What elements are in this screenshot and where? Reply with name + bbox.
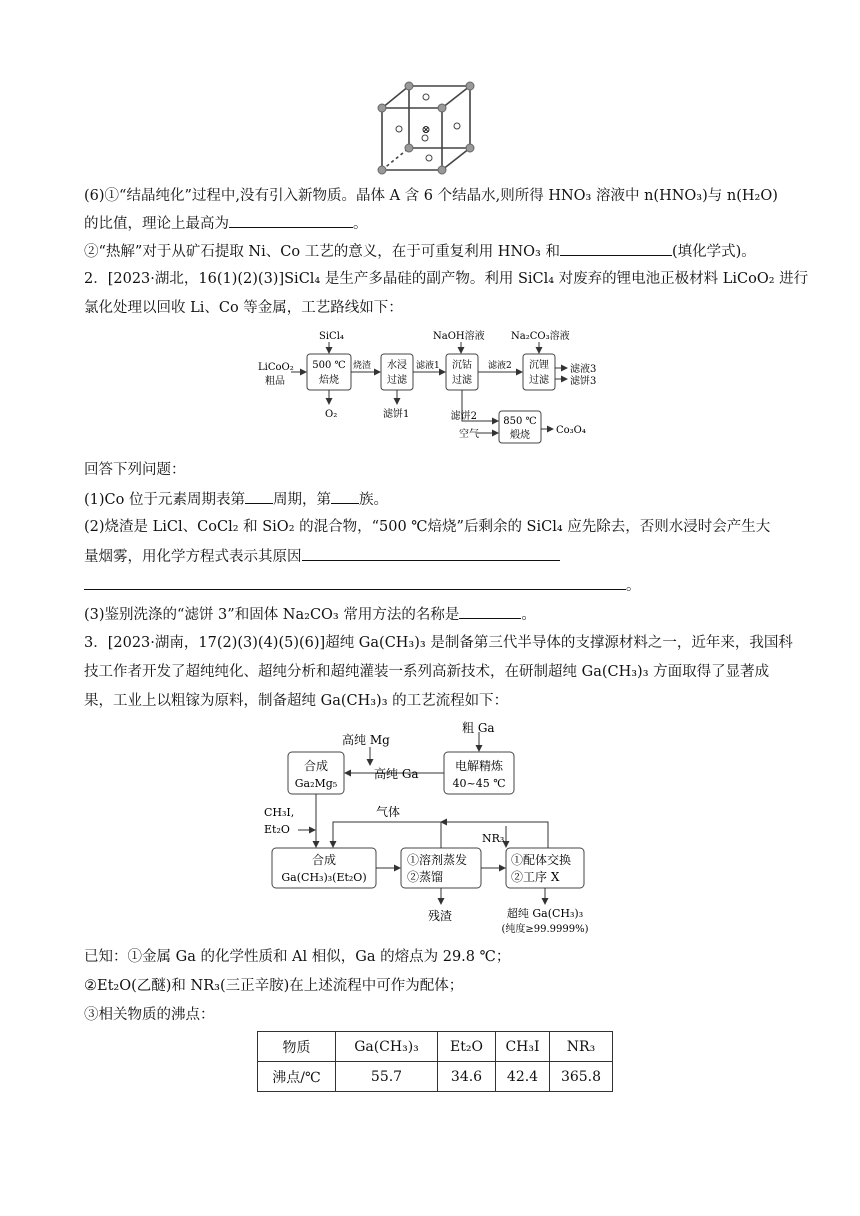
crystal-cell-diagram bbox=[372, 80, 482, 176]
flow1-calc-2: 煅烧 bbox=[510, 430, 530, 441]
flow2-ligand-1: ①配体交换 bbox=[511, 853, 572, 867]
flow1-roast-1: 500 ℃ bbox=[312, 360, 346, 371]
table-header-cell: NR₃ bbox=[550, 1032, 613, 1062]
flow2-ligand-2: ②工序 X bbox=[511, 870, 560, 884]
q6-line2-text: 的比值，理论上最高为 bbox=[84, 216, 229, 232]
flow1-filtrate2: 滤液2 bbox=[488, 361, 512, 371]
flow1-air: 空气 bbox=[459, 429, 479, 440]
flow1-sicl4: SiCl₄ bbox=[319, 331, 344, 342]
flow2-crude-ga: 粗 Ga bbox=[462, 721, 495, 735]
table-header-cell: CH₃I bbox=[496, 1032, 550, 1062]
q3-line3: 果，工业上以粗镓为原料，制备超纯 Ga(CH₃)₃ 的工艺流程如下： bbox=[84, 693, 509, 709]
flow1-filtrate3: 滤液3 bbox=[570, 364, 597, 375]
q3-known2: ②Et₂O(乙醚)和 NR₃(三正辛胺)在上述流程中可作为配体； bbox=[84, 978, 464, 994]
flow2-synth1-2: Ga₂Mg₅ bbox=[294, 777, 338, 790]
q6-line1: (6)①“结晶纯化”过程中,没有引入新物质。晶体 A 含 6 个结晶水,则所得 HNO₃ 溶液中 n(HNO₃)与 n(H₂O) bbox=[84, 188, 778, 204]
table-cell: 365.8 bbox=[550, 1062, 613, 1092]
table-cell: 沸点/℃ bbox=[258, 1062, 336, 1092]
table-cell: 42.4 bbox=[496, 1062, 550, 1092]
flow1-li-1: 沉锂 bbox=[529, 360, 549, 371]
flow1-cake2: 滤饼2 bbox=[450, 411, 477, 422]
table-row bbox=[258, 1062, 613, 1092]
flow1-leach-2: 过滤 bbox=[387, 375, 407, 386]
flow2-elec-2: 40~45 ℃ bbox=[452, 777, 506, 790]
flow2-evap-1: ①溶剂蒸发 bbox=[407, 853, 468, 867]
table-header-row bbox=[258, 1032, 613, 1062]
q2-p1-a: (1)Co 位于元素周期表第 bbox=[84, 492, 245, 508]
q3-line1: 3．[2023·湖南，17(2)(3)(4)(5)(6)]超纯 Ga(CH₃)₃ 是制备第三代半导体的支撑源材料之一，近年来，我国科 bbox=[84, 635, 793, 651]
flow2-residue: 残渣 bbox=[428, 909, 453, 923]
table-cell: 34.6 bbox=[438, 1062, 496, 1092]
flow-diagram-ga bbox=[258, 720, 604, 940]
flow2-reagent-1: CH₃I, bbox=[264, 806, 295, 819]
q2-p1 bbox=[84, 489, 388, 510]
flow2-reagent-2: Et₂O bbox=[264, 823, 290, 836]
table-header-cell: 物质 bbox=[258, 1032, 336, 1062]
flow1-cake3: 滤饼3 bbox=[570, 376, 597, 387]
flow2-product-2: (纯度≥99.9999%) bbox=[501, 924, 589, 935]
q2-p3 bbox=[84, 604, 536, 625]
flow1-crude: 粗品 bbox=[265, 376, 285, 387]
flow-diagram-licoo2 bbox=[255, 328, 625, 448]
flow1-slag: 烧渣 bbox=[353, 361, 372, 371]
q2-answer-prompt: 回答下列问题： bbox=[84, 462, 186, 478]
flow2-elec-1: 电解精炼 bbox=[454, 759, 504, 773]
q2-p3-end: 。 bbox=[521, 607, 536, 623]
flow2-hp-ga: 高纯 Ga bbox=[374, 767, 419, 781]
flow1-filtrate1: 滤液1 bbox=[416, 361, 440, 371]
q3-line2: 技工作者开发了超纯纯化、超纯分析和超纯灌装一系列高新技术，在研制超纯 Ga(CH₃)₃ 方面取得了显著成 bbox=[84, 664, 770, 680]
q2-p2-line1: (2)烧渣是 LiCl、CoCl₂ 和 SiO₂ 的混合物，“500 ℃焙烧”后剩余的 SiCl₄ 应先除去，否则水浸时会产生大 bbox=[84, 519, 771, 535]
boiling-point-table bbox=[257, 1031, 613, 1092]
flow2-gas: 气体 bbox=[376, 805, 401, 819]
q2-p2-line2 bbox=[84, 546, 560, 567]
q2-p1-blank-period[interactable] bbox=[245, 489, 273, 504]
q6-answer-blank-1[interactable] bbox=[229, 213, 353, 228]
flow1-co-1: 沉钴 bbox=[452, 360, 472, 371]
q2-p1-b: 周期，第 bbox=[272, 492, 331, 508]
q3-known3: ③相关物质的沸点： bbox=[84, 1007, 215, 1023]
flow1-na2co3: Na₂CO₃溶液 bbox=[511, 331, 570, 342]
table-cell: 55.7 bbox=[336, 1062, 438, 1092]
flow1-naoh: NaOH溶液 bbox=[433, 331, 485, 342]
q6-line3 bbox=[84, 241, 756, 262]
q2-p1-c: 族。 bbox=[358, 492, 388, 508]
flow1-leach-1: 水浸 bbox=[387, 360, 407, 371]
flow1-o2: O₂ bbox=[325, 409, 338, 420]
q2-line1: 2．[2023·湖北，16(1)(2)(3)]SiCl₄ 是生产多晶硅的副产物。利用 SiCl₄ 对废弃的锂电池正极材料 LiCoO₂ 进行 bbox=[84, 271, 809, 287]
flow1-licoo2: LiCoO₂ bbox=[258, 362, 294, 373]
q2-p2-blank-1[interactable] bbox=[302, 546, 560, 561]
flow2-synth1-1: 合成 bbox=[303, 759, 329, 773]
flow1-roast-2: 焙烧 bbox=[319, 375, 339, 386]
flow1-cake1: 滤饼1 bbox=[383, 409, 410, 420]
flow2-synth2-1: 合成 bbox=[311, 853, 337, 867]
q2-p3-text: (3)鉴别洗涤的“滤饼 3”和固体 Na₂CO₃ 常用方法的名称是 bbox=[84, 607, 460, 623]
flow1-co-2: 过滤 bbox=[452, 375, 472, 386]
q2-p2-line3 bbox=[84, 575, 641, 596]
q2-line2: 氯化处理以回收 Li、Co 等金属，工艺路线如下： bbox=[84, 300, 403, 316]
flow2-synth2-2: Ga(CH₃)₃(Et₂O) bbox=[281, 871, 367, 884]
q6-line3-end: (填化学式)。 bbox=[671, 244, 756, 260]
flow2-hp-mg: 高纯 Mg bbox=[342, 733, 390, 747]
cube-center-label: ⊗ bbox=[421, 123, 431, 136]
q2-p2-text: 量烟雾，用化学方程式表示其原因 bbox=[84, 549, 302, 565]
q6-line2 bbox=[84, 213, 368, 234]
table-header-cell: Ga(CH₃)₃ bbox=[336, 1032, 438, 1062]
q2-p1-blank-group[interactable] bbox=[331, 489, 359, 504]
flow2-product-1: 超纯 Ga(CH₃)₃ bbox=[506, 907, 584, 920]
q2-p2-blank-2[interactable] bbox=[84, 575, 626, 590]
flow1-calc-1: 850 ℃ bbox=[503, 416, 537, 427]
q2-p2-end: 。 bbox=[626, 578, 641, 594]
flow2-evap-2: ②蒸馏 bbox=[407, 870, 444, 884]
flow1-co3o4: Co₃O₄ bbox=[556, 425, 586, 436]
q6-line2-end: 。 bbox=[353, 216, 368, 232]
q3-known1: 已知：①金属 Ga 的化学性质和 Al 相似，Ga 的熔点为 29.8 ℃； bbox=[84, 949, 511, 965]
flow1-li-2: 过滤 bbox=[529, 375, 549, 386]
q2-p3-blank[interactable] bbox=[459, 604, 521, 619]
table-header-cell: Et₂O bbox=[438, 1032, 496, 1062]
flow2-nr3: NR₃ bbox=[482, 832, 505, 845]
q6-line3-text: ②“热解”对于从矿石提取 Ni、Co 工艺的意义，在于可重复利用 HNO₃ 和 bbox=[84, 244, 560, 260]
q6-answer-blank-2[interactable] bbox=[560, 241, 672, 256]
